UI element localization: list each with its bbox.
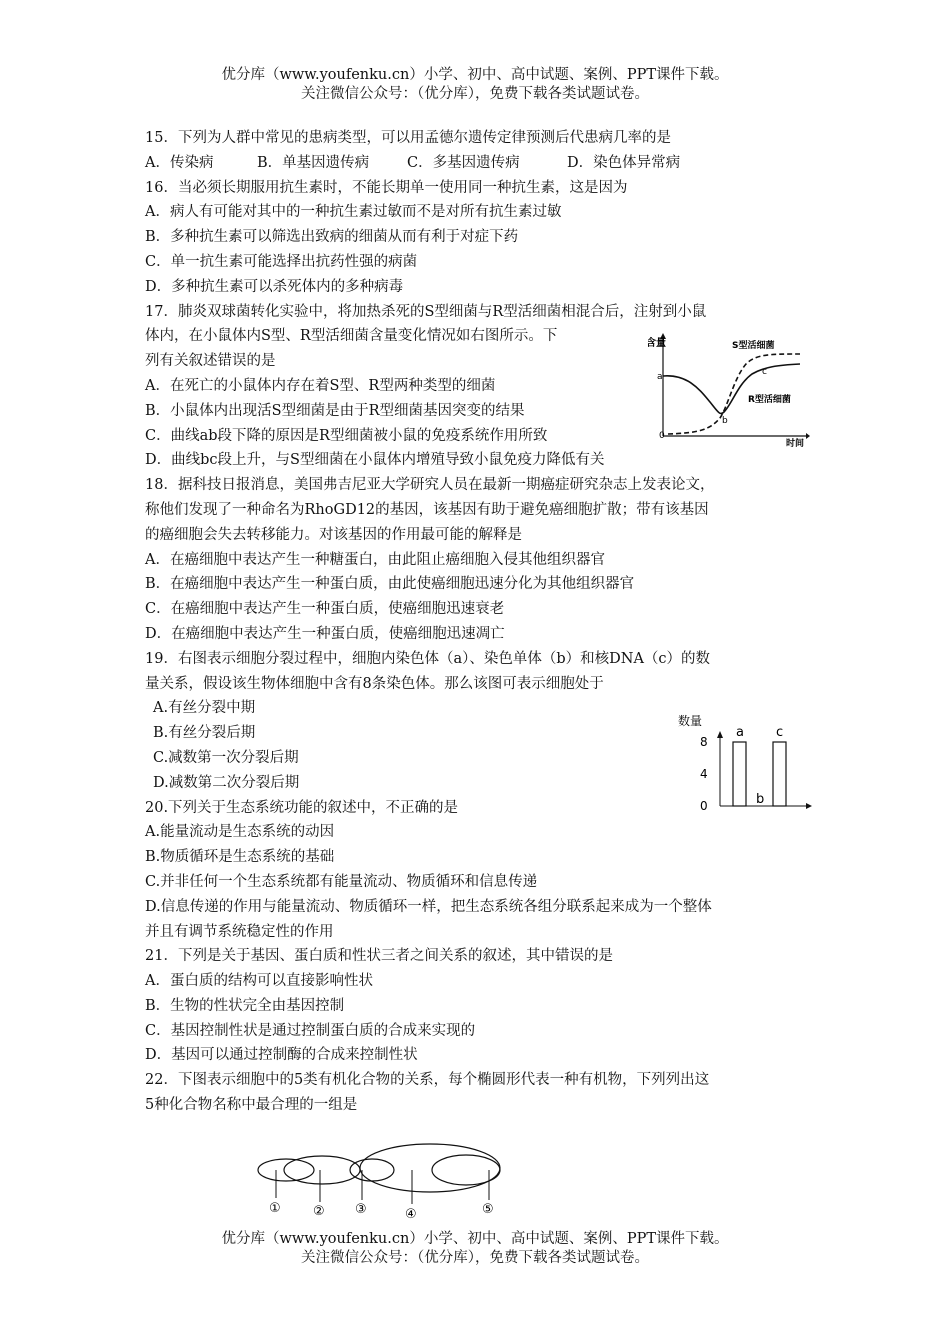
q18-stem-3: 的癌细胞会失去转移能力。对该基因的作用最可能的解释是	[145, 526, 522, 543]
q18-option-b: B．在癌细胞中表达产生一种蛋白质，由此使癌细胞迅速分化为其他组织器官	[145, 576, 635, 593]
q19-bar-chart	[670, 710, 816, 812]
q20-option-a: A.能量流动是生态系统的动因	[145, 824, 335, 841]
q20-option-b: B.物质循环是生态系统的基础	[145, 849, 335, 866]
q15-option-c: C．多基因遗传病	[407, 154, 520, 171]
q21-option-d: D．基因可以通过控制酶的合成来控制性状	[145, 1047, 418, 1064]
bar-label-b: b	[756, 792, 765, 807]
q19-y-arrow-icon	[717, 731, 723, 738]
q17-stem-3: 列有关叙述错误的是	[145, 353, 276, 370]
q15-option-d: D．染色体异常病	[567, 154, 681, 171]
q18-stem-1: 18．据科技日报消息，美国弗吉尼亚大学研究人员在最新一期癌症研究杂志上发表论文，	[145, 477, 715, 494]
q21-option-b: B．生物的性状完全由基因控制	[145, 997, 345, 1014]
q17-point-a: a	[657, 372, 663, 382]
q17-curve-chart	[648, 330, 810, 448]
y-tick-label: 4	[700, 767, 708, 781]
q19-option-c: C.减数第一次分裂后期	[153, 749, 299, 766]
q17-stem-2: 体内，在小鼠体内S型、R型活细菌含量变化情况如右图所示。下	[145, 328, 558, 345]
q17-point-c: c	[762, 367, 767, 377]
q20-option-d-2: 并且有调节系统稳定性的作用	[145, 923, 334, 940]
q19-x-arrow-icon	[806, 803, 812, 809]
bar-a	[733, 742, 746, 806]
header-line-1: 优分库（www.youfenku.cn）小学、初中、高中试题、案例、PPT课件下载。	[221, 67, 729, 83]
q17-option-b: B．小鼠体内出现活S型细菌是由于R型细菌基因突变的结果	[145, 402, 525, 419]
q21-option-a: A．蛋白质的结构可以直接影响性状	[145, 973, 373, 990]
q17-x-arrow-icon	[806, 433, 810, 439]
q19-stem-2: 量关系，假设该生物体细胞中含有8条染色体。那么该图可表示细胞处于	[145, 675, 604, 692]
question-content	[145, 126, 810, 1118]
label-2: ②	[313, 1204, 325, 1219]
q17-y-label: 含量	[648, 338, 666, 349]
page-footer	[0, 1230, 950, 1268]
ellipse-4	[360, 1144, 500, 1192]
ellipse-3	[350, 1159, 394, 1181]
q17-option-d: D．曲线bc段上升，与S型细菌在小鼠体内增殖导致小鼠免疫力降低有关	[145, 452, 605, 469]
label-4: ④	[405, 1207, 417, 1222]
q17-point-b: b	[722, 416, 728, 426]
q15-options	[145, 151, 810, 176]
q22-stem-2: 5种化合物名称中最合理的一组是	[145, 1097, 358, 1114]
q17-s-label: S型活细菌	[732, 341, 775, 351]
q16-option-a: A．病人有可能对其中的一种抗生素过敏而不是对所有抗生素过敏	[145, 204, 562, 221]
q17-stem-1: 17．肺炎双球菌转化实验中，将加热杀死的S型细菌与R型活细菌相混合后，注射到小鼠	[145, 303, 707, 320]
label-5: ⑤	[482, 1202, 494, 1217]
ellipse-2	[284, 1156, 360, 1184]
label-3: ③	[355, 1202, 367, 1217]
bar-label-a: a	[736, 725, 744, 740]
q17-origin-label: 0	[659, 431, 665, 441]
q16-option-c: C．单一抗生素可能选择出抗药性强的病菌	[145, 253, 418, 270]
q18-stem-2: 称他们发现了一种命名为RhoGD12的基因，该基因有助于避免癌细胞扩散；带有该基因	[145, 501, 709, 518]
q19-y-label: 数量	[678, 714, 703, 728]
q21-option-c: C．基因控制性状是通过控制蛋白质的合成来实现的	[145, 1022, 476, 1039]
y-tick-label: 8	[700, 735, 708, 749]
label-1: ①	[269, 1201, 281, 1216]
q16-stem: 16．当必须长期服用抗生素时，不能长期单一使用同一种抗生素，这是因为	[145, 179, 628, 196]
q20-stem: 20.下列关于生态系统功能的叙述中，不正确的是	[145, 799, 459, 816]
q18-option-c: C．在癌细胞中表达产生一种蛋白质，使癌细胞迅速衰老	[145, 601, 505, 618]
q17-r-label: R型活细菌	[748, 395, 791, 405]
q17-option-a: A．在死亡的小鼠体内存在着S型、R型两种类型的细菌	[145, 377, 496, 394]
bar-c	[773, 742, 786, 806]
q17-option-c: C．曲线ab段下降的原因是R型细菌被小鼠的免疫系统作用所致	[145, 427, 548, 444]
q20-option-c: C.并非任何一个生态系统都有能量流动、物质循环和信息传递	[145, 873, 538, 890]
q19-option-a: A.有丝分裂中期	[153, 700, 256, 717]
q22-ellipse-diagram	[248, 1138, 518, 1226]
page-header	[0, 66, 950, 104]
footer-line-2: 关注微信公众号：（优分库），免费下载各类试题试卷。	[301, 1250, 649, 1266]
ellipse-1	[258, 1159, 314, 1181]
footer-line-1: 优分库（www.youfenku.cn）小学、初中、高中试题、案例、PPT课件下载。	[221, 1231, 729, 1247]
q17-x-label: 时间	[786, 439, 805, 448]
q15-option-a: A．传染病	[145, 154, 214, 171]
q15-stem: 15．下列为人群中常见的患病类型，可以用孟德尔遗传定律预测后代患病几率的是	[145, 130, 671, 146]
bar-label-c: c	[776, 725, 784, 740]
q18-option-a: A．在癌细胞中表达产生一种糖蛋白，由此阻止癌细胞入侵其他组织器官	[145, 551, 605, 568]
q17-figure	[648, 330, 810, 452]
q16-option-d: D．多种抗生素可以杀死体内的多种病毒	[145, 278, 404, 295]
q17-r-curve	[663, 364, 800, 414]
q18-option-d: D．在癌细胞中表达产生一种蛋白质，使癌细胞迅速凋亡	[145, 625, 505, 642]
q19-option-d: D.减数第二次分裂后期	[153, 774, 300, 791]
q19-figure	[670, 710, 816, 816]
q22-stem-1: 22．下图表示细胞中的5类有机化合物的关系，每个椭圆形代表一种有机物，下列列出这	[145, 1072, 710, 1089]
y-tick-label: 0	[700, 799, 708, 812]
q16-option-b: B．多种抗生素可以筛选出致病的细菌从而有利于对症下药	[145, 229, 519, 246]
q19-option-b: B.有丝分裂后期	[153, 725, 256, 742]
header-line-2: 关注微信公众号：（优分库），免费下载各类试题试卷。	[301, 86, 649, 102]
q22-figure	[248, 1138, 518, 1230]
q20-option-d-1: D.信息传递的作用与能量流动、物质循环一样，把生态系统各组分联系起来成为一个整体	[145, 898, 712, 915]
ellipse-5	[432, 1155, 500, 1185]
q21-stem: 21．下列是关于基因、蛋白质和性状三者之间关系的叙述，其中错误的是	[145, 948, 613, 965]
q19-stem-1: 19．右图表示细胞分裂过程中，细胞内染色体（a）、染色单体（b）和核DNA（c）的数	[145, 650, 711, 667]
q15-option-b: B．单基因遗传病	[257, 154, 370, 171]
